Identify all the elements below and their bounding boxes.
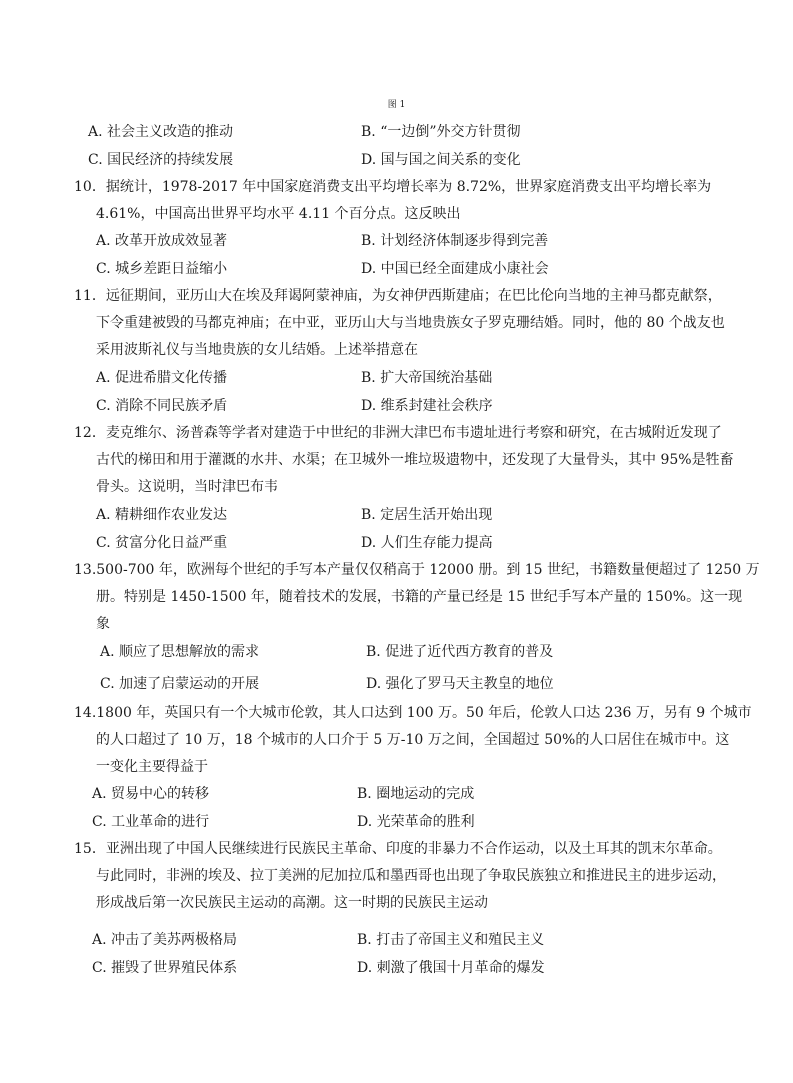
question-15-stem-line-3: 形成战后第一次民族民主运动的高潮。这一时期的民族民主运动 xyxy=(96,895,488,911)
option-b: B. 计划经济体制逐步得到完善 xyxy=(361,233,549,249)
figure-caption: 图 1 xyxy=(387,100,406,110)
question-15-stem-line-1: 15．亚洲出现了中国人民继续进行民族民主革命、印度的非暴力不合作运动，以及土耳其的凯末尔革命。 xyxy=(74,841,722,857)
option-d: D. 国与国之间关系的变化 xyxy=(361,152,521,168)
option-c: C. 工业革命的进行 xyxy=(92,814,210,830)
option-a: A. 社会主义改造的推动 xyxy=(88,124,234,140)
option-d: D. 刺激了俄国十月革命的爆发 xyxy=(357,960,545,976)
option-b: B. 定居生活开始出现 xyxy=(361,507,493,523)
option-d: D. 光荣革命的胜利 xyxy=(357,814,475,830)
option-d: D. 中国已经全面建成小康社会 xyxy=(361,261,549,277)
option-b: B. 打击了帝国主义和殖民主义 xyxy=(357,932,545,948)
option-c: C. 加速了启蒙运动的开展 xyxy=(100,676,260,692)
option-c: C. 贫富分化日益严重 xyxy=(96,535,228,551)
option-c: C. 消除不同民族矛盾 xyxy=(96,398,228,414)
option-d: D. 人们生存能力提高 xyxy=(361,535,493,551)
option-a: A. 促进希腊文化传播 xyxy=(96,370,228,386)
question-12-stem-line-3: 骨头。这说明，当时津巴布韦 xyxy=(96,479,278,495)
question-10-stem-line-1: 10．据统计，1978-2017 年中国家庭消费支出平均增长率为 8.72%，世界家庭消费支出平均增长率为 xyxy=(74,179,712,195)
option-a: A. 贸易中心的转移 xyxy=(92,786,210,802)
question-11-stem-line-3: 采用波斯礼仪与当地贵族的女儿结婚。上述举措意在 xyxy=(96,342,418,358)
question-13-stem-line-3: 象 xyxy=(96,616,110,632)
option-a: A. 改革开放成效显著 xyxy=(96,233,228,249)
question-12-stem-line-1: 12．麦克维尔、汤普森等学者对建造于中世纪的非洲大津巴布韦遗址进行考察和研究，在古城附近发现了 xyxy=(74,425,722,441)
question-14-stem-line-1: 14.1800 年，英国只有一个大城市伦敦，其人口达到 100 万。50 年后，伦敦人口达 236 万，另有 9 个城市 xyxy=(74,705,752,721)
option-a: A. 冲击了美苏两极格局 xyxy=(92,932,238,948)
option-a: A. 精耕细作农业发达 xyxy=(96,507,228,523)
option-b: B. “一边倒”外交方针贯彻 xyxy=(361,124,521,140)
option-a: A. 顺应了思想解放的需求 xyxy=(100,644,260,660)
option-c: C. 城乡差距日益缩小 xyxy=(96,261,228,277)
question-10-stem-line-2: 4.61%，中国高出世界平均水平 4.11 个百分点。这反映出 xyxy=(96,206,461,222)
question-11-stem-line-1: 11．远征期间，亚历山大在埃及拜谒阿蒙神庙，为女神伊西斯建庙；在巴比伦向当地的主神马都克献祭， xyxy=(74,288,722,304)
question-15-stem-line-2: 与此同时，非洲的埃及、拉丁美洲的尼加拉瓜和墨西哥也出现了争取民族独立和推进民主的进步运动， xyxy=(96,868,726,884)
question-12-stem-line-2: 古代的梯田和用于灌溉的水井、水渠；在卫城外一堆垃圾遗物中，还发现了大量骨头，其中 95%是牲畜 xyxy=(96,452,734,468)
question-13-stem-line-1: 13.500-700 年，欧洲每个世纪的手写本产量仅仅稍高于 12000 册。到 15 世纪，书籍数量便超过了 1250 万 xyxy=(74,562,760,578)
option-c: C. 国民经济的持续发展 xyxy=(88,152,234,168)
option-d: D. 维系封建社会秩序 xyxy=(361,398,493,414)
option-b: B. 扩大帝国统治基础 xyxy=(361,370,493,386)
option-d: D. 强化了罗马天主教皇的地位 xyxy=(366,676,554,692)
option-c: C. 摧毁了世界殖民体系 xyxy=(92,960,238,976)
option-b: B. 促进了近代西方教育的普及 xyxy=(366,644,554,660)
question-14-stem-line-2: 的人口超过了 10 万，18 个城市的人口介于 5 万-10 万之间，全国超过 50%的人口居住在城市中。这 xyxy=(96,732,730,748)
option-b: B. 圈地运动的完成 xyxy=(357,786,475,802)
question-13-stem-line-2: 册。特别是 1450-1500 年，随着技术的发展，书籍的产量已经是 15 世纪手写本产量的 150%。这一现 xyxy=(96,589,743,605)
question-14-stem-line-3: 一变化主要得益于 xyxy=(96,759,208,775)
question-11-stem-line-2: 下令重建被毁的马都克神庙；在中亚，亚历山大与当地贵族女子罗克珊结婚。同时，他的 80 个战友也 xyxy=(96,315,725,331)
